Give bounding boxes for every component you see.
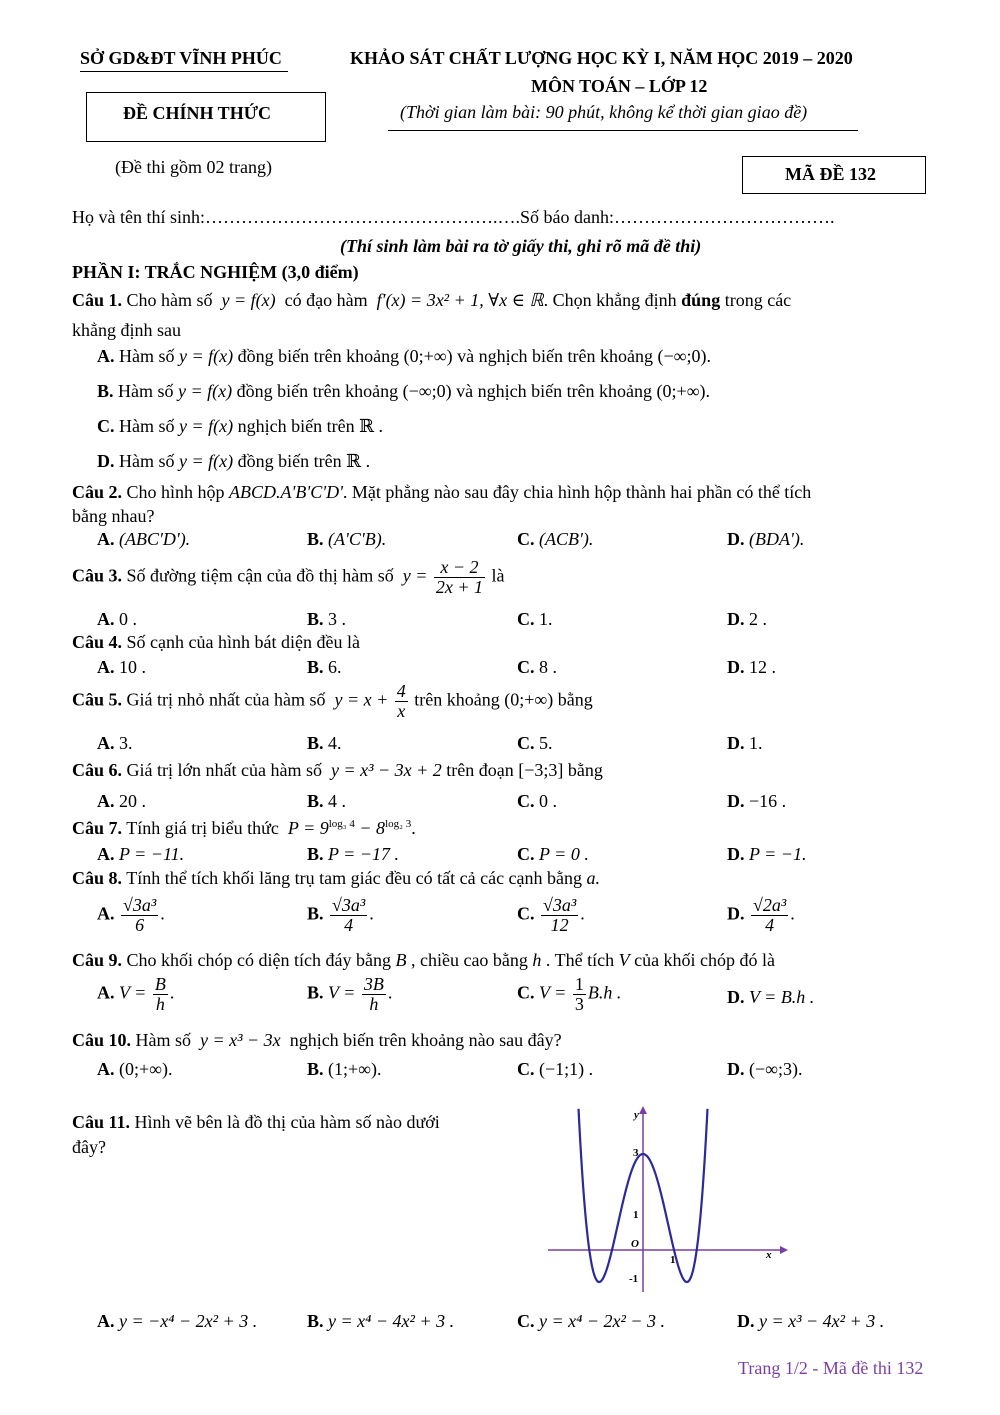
q6-option-b[interactable]: B. 4 . (307, 791, 347, 811)
question-8: Câu 8. Tính thể tích khối lăng trụ tam giác đều có tất cả các cạnh bằng a. (72, 868, 601, 888)
department-name: SỞ GD&ĐT VĨNH PHÚC (80, 48, 282, 68)
q8-option-b[interactable]: B. $\frac{\text{√3a³}}{4}$ . (307, 895, 374, 935)
y-axis-arrow (639, 1106, 647, 1114)
q3-option-c[interactable]: C. 1. (517, 609, 553, 629)
q10-option-d[interactable]: D. (−∞;3). (727, 1059, 803, 1079)
time-note: (Thời gian làm bài: 90 phút, không kể thời gian giao đề) (400, 102, 808, 122)
q9-options (97, 975, 937, 1025)
q7-option-b[interactable]: B. P = −17 . (307, 844, 399, 864)
q6-option-c[interactable]: C. 0 . (517, 791, 557, 811)
q11-option-a[interactable]: A. y = −x⁴ − 2x² + 3 . (97, 1311, 258, 1331)
x-axis-label: x (766, 1249, 772, 1261)
q10-option-b[interactable]: B. (1;+∞). (307, 1059, 382, 1079)
y-tick-3: 3 (633, 1147, 639, 1159)
origin-label: O (631, 1238, 639, 1250)
page-footer: Trang 1/2 - Mã đề thi 132 (738, 1358, 924, 1378)
q10-option-c[interactable]: C. (−1;1) . (517, 1059, 594, 1079)
q1-option-b[interactable]: B. Hàm số y = f(x) đồng biến trên khoảng (−∞;0) và nghịch biến trên khoảng (0;+∞). (97, 381, 711, 401)
q2-option-d[interactable]: D. (BDA'). (727, 529, 805, 549)
x-axis-arrow (780, 1246, 788, 1254)
q4-option-a[interactable]: A. 10 . (97, 657, 146, 677)
q5-option-c[interactable]: C. 5. (517, 733, 553, 753)
q9-option-c[interactable]: C. V = $\frac{1}{3}$ B.h . (517, 974, 622, 1014)
q9-option-d[interactable]: D. V = B.h . (727, 987, 815, 1007)
question-11: Câu 11. Hình vẽ bên là đồ thị của hàm số nào dưới (72, 1112, 440, 1132)
question-7: Câu 7. Tính giá trị biểu thức $P = 9^{log_3 4} - 8^{log_2 3}$. (72, 818, 416, 838)
function-graph (540, 1100, 790, 1300)
q8-option-c[interactable]: C. $\frac{\text{√3a³}}{12}$ . (517, 895, 585, 935)
q8-option-d[interactable]: D. $\frac{\text{√2a³}}{4}$ . (727, 895, 795, 935)
q11-options (97, 1311, 937, 1337)
q9-option-a[interactable]: A. V = $\frac{B}{h}$ . (97, 974, 175, 1014)
q10-options (97, 1059, 937, 1085)
q8-option-a[interactable]: A. $\frac{\text{√3a³}}{6}$ . (97, 895, 165, 935)
q2-option-a[interactable]: A. (ABC'D'). (97, 529, 191, 549)
question-3: Câu 3. Số đường tiệm cận của đồ thị hàm số y = $\frac{x - 2}{2x + 1}$ là (72, 557, 505, 597)
q1-option-a[interactable]: A. Hàm số y = f(x) đồng biến trên khoảng (0;+∞) và nghịch biến trên khoảng (−∞;0). (97, 346, 712, 366)
exam-title: KHẢO SÁT CHẤT LƯỢNG HỌC KỲ I, NĂM HỌC 2019 – 2020 (350, 48, 853, 68)
q11-option-b[interactable]: B. y = x⁴ − 4x² + 3 . (307, 1311, 455, 1331)
question-2-cont: bằng nhau? (72, 506, 155, 526)
exam-code-box (742, 156, 926, 194)
y-tick-minus-1: -1 (629, 1273, 639, 1285)
department-underline (80, 71, 288, 72)
pages-note: (Đề thi gồm 02 trang) (115, 157, 272, 177)
exam-code: MÃ ĐỀ 132 (785, 164, 876, 184)
official-label: ĐỀ CHÍNH THỨC (123, 103, 272, 123)
q5-options (97, 733, 937, 759)
q5-option-d[interactable]: D. 1. (727, 733, 763, 753)
y-axis-label: y (634, 1109, 639, 1121)
q3-option-a[interactable]: A. 0 . (97, 609, 137, 629)
q8-options (97, 896, 937, 946)
q3-option-d[interactable]: D. 2 . (727, 609, 767, 629)
q7-option-c[interactable]: C. P = 0 . (517, 844, 589, 864)
q1-option-d[interactable]: D. Hàm số y = f(x) đồng biến trên ℝ . (97, 451, 371, 471)
q1-option-c[interactable]: C. Hàm số y = f(x) nghịch biến trên ℝ . (97, 416, 384, 436)
q7-option-d[interactable]: D. P = −1. (727, 844, 807, 864)
q6-options (97, 791, 937, 817)
q4-option-b[interactable]: B. 6. (307, 657, 342, 677)
candidate-line: Họ và tên thí sinh:………………………………………….….Số báo danh:………………………………. (72, 207, 835, 227)
question-11-cont: đây? (72, 1137, 106, 1157)
q7-option-a[interactable]: A. P = −11. (97, 844, 185, 864)
q11-option-c[interactable]: C. y = x⁴ − 2x² − 3 . (517, 1311, 666, 1331)
q5-option-a[interactable]: A. 3. (97, 733, 133, 753)
q11-option-d[interactable]: D. y = x³ − 4x² + 3 . (737, 1311, 885, 1331)
q4-options (97, 657, 937, 683)
question-4: Câu 4. Số cạnh của hình bát diện đều là (72, 632, 360, 652)
question-5: Câu 5. Giá trị nhỏ nhất của hàm số y = x + $\frac{4}{x}$ trên khoảng (0;+∞) bằng (72, 681, 593, 721)
q6-option-a[interactable]: A. 20 . (97, 791, 146, 811)
q6-option-d[interactable]: D. −16 . (727, 791, 787, 811)
x-tick-1: 1 (670, 1254, 676, 1266)
question-6: Câu 6. Giá trị lớn nhất của hàm số y = x³ − 3x + 2 trên đoạn [−3;3] bằng (72, 760, 603, 780)
q2-options (97, 529, 937, 555)
q2-option-b[interactable]: B. (A'C'B). (307, 529, 387, 549)
question-10: Câu 10. Hàm số y = x³ − 3x nghịch biến trên khoảng nào sau đây? (72, 1030, 562, 1050)
official-box (86, 92, 326, 142)
q4-option-d[interactable]: D. 12 . (727, 657, 776, 677)
time-underline (388, 130, 858, 131)
q7-options (97, 844, 937, 870)
q2-option-c[interactable]: C. (ACB'). (517, 529, 594, 549)
question-1: Câu 1. Cho hàm số y = f(x) có đạo hàm f′(x) = 3x² + 1, ∀x ∈ ℝ. Chọn khẳng định đúng trong các (72, 290, 792, 310)
q5-option-b[interactable]: B. 4. (307, 733, 342, 753)
part1-title: PHẦN I: TRẮC NGHIỆM (3,0 điểm) (72, 262, 359, 282)
y-tick-1: 1 (633, 1209, 639, 1221)
question-9: Câu 9. Cho khối chóp có diện tích đáy bằng B , chiều cao bằng h . Thể tích V của khối chóp đó là (72, 950, 776, 970)
question-1-cont: khẳng định sau (72, 320, 181, 340)
q10-option-a[interactable]: A. (0;+∞). (97, 1059, 173, 1079)
q4-option-c[interactable]: C. 8 . (517, 657, 557, 677)
q3-fraction: $\frac{x - 2}{2x + 1}$ (435, 557, 484, 597)
question-2: Câu 2. Cho hình hộp ABCD.A'B'C'D'. Mặt phẳng nào sau đây chia hình hộp thành hai phần có thể tích (72, 482, 812, 502)
q9-option-b[interactable]: B. V = $\frac{3B}{h}$ . (307, 974, 393, 1014)
exam-subject: MÔN TOÁN – LỚP 12 (531, 76, 708, 96)
q3-option-b[interactable]: B. 3 . (307, 609, 347, 629)
instruction: (Thí sinh làm bài ra tờ giấy thi, ghi rõ mã đề thi) (340, 236, 702, 256)
q5-fraction: $\frac{4}{x}$ (396, 681, 406, 721)
